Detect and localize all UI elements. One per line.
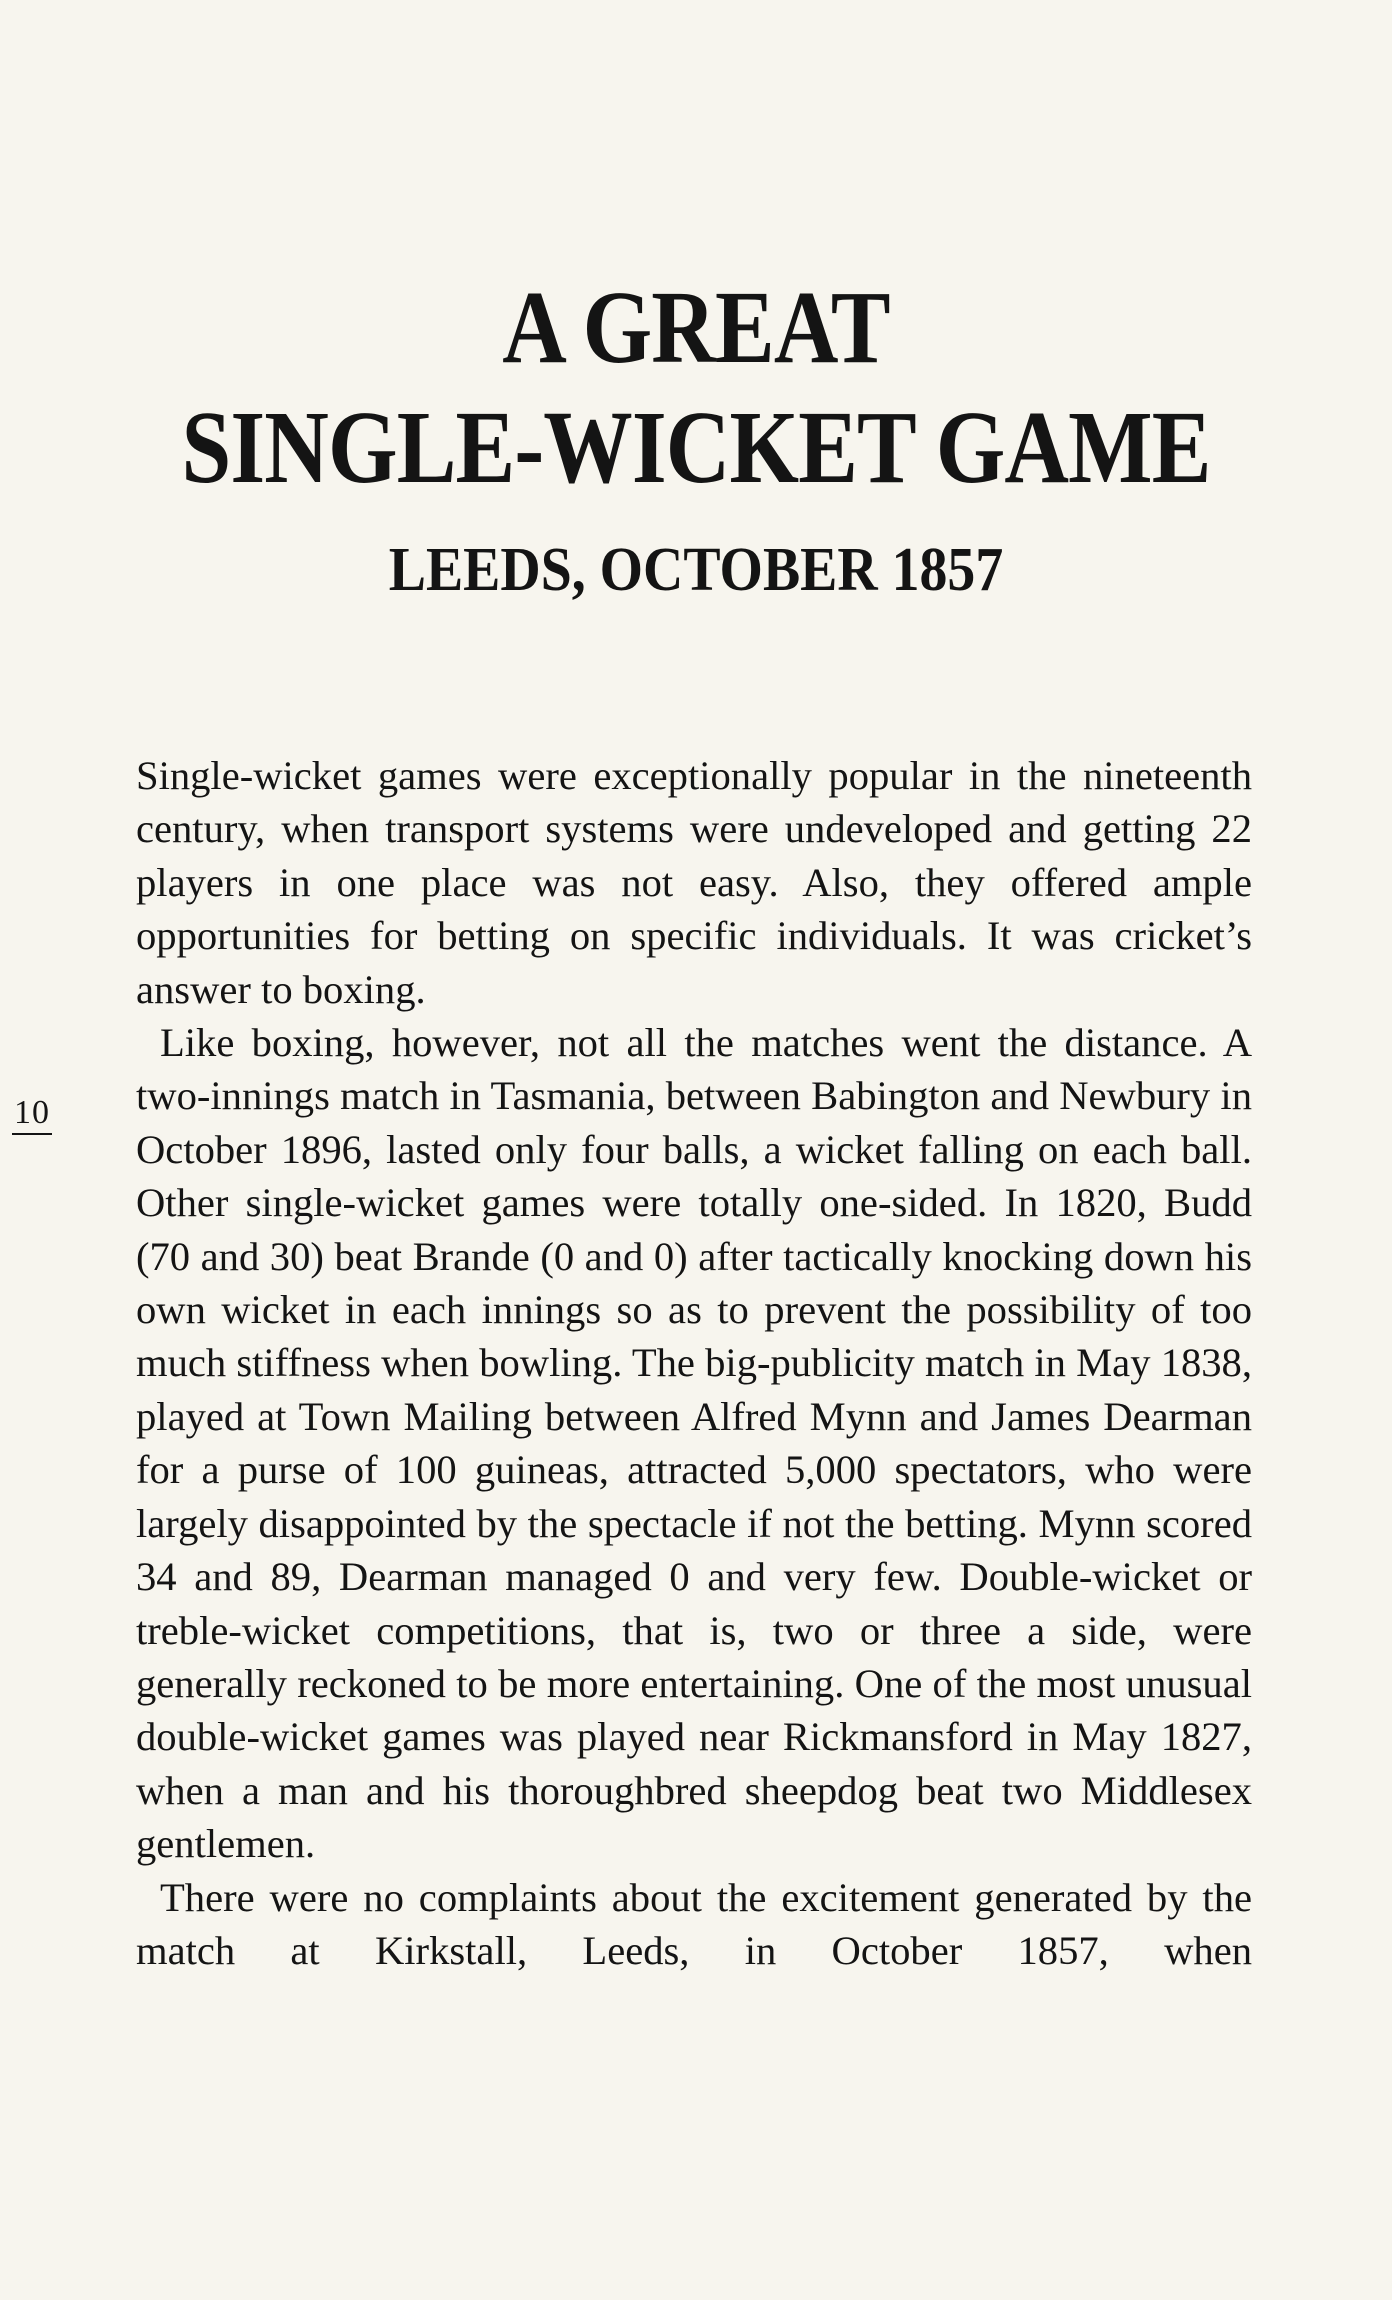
paragraph: Single-wicket games were exceptionally popular in the nineteenth century, when transport systems were undeveloped and getting 22 players in one place was not easy. Also, they offered ample opportunities for betting on specific individuals. It was cricket’s answer to boxing.	[136, 753, 1252, 1012]
chapter-subtitle: LEEDS, OCTOBER 1857	[388, 536, 1004, 604]
chapter-title-line-2: SINGLE-WICKET GAME	[181, 390, 1211, 505]
paragraph: Like boxing, however, not all the matches went the distance. A two-innings match in Tasmania, between Babington and Newbury in October 1896, lasted only four balls, a wicket falling on each ball. Other single-wicket games were totally one-sided. In 1820, Budd (70 and 30) beat Brande (0 and 0) after tactically knocking down his own wicket in each innings so as to prevent the possibility of too much stiffness when bowling. The big-publicity match in May 1838, played at Town Mailing between Alfred Mynn and James Dearman for a purse of 100 guineas, attracted 5,000 spectators, who were largely disappointed by the spectacle if not the betting. Mynn scored 34 and 89, Dearman managed 0 and very few. Double-wicket or treble-wicket competitions, that is, two or three a side, were generally reckoned to be more entertaining. One of the most unusual double-wicket games was played near Rickmansford in May 1827, when a man and his thoroughbred sheepdog beat two Middlesex gentlemen.	[136, 1020, 1252, 1867]
paragraph: There were no complaints about the excitement generated by the match at Kirkstall, Leeds, in October 1857, when	[136, 1874, 1252, 1973]
body-text	[136, 749, 1252, 1977]
page-number: 10	[12, 1093, 52, 1135]
chapter-title-line-1: A GREAT	[502, 270, 890, 385]
